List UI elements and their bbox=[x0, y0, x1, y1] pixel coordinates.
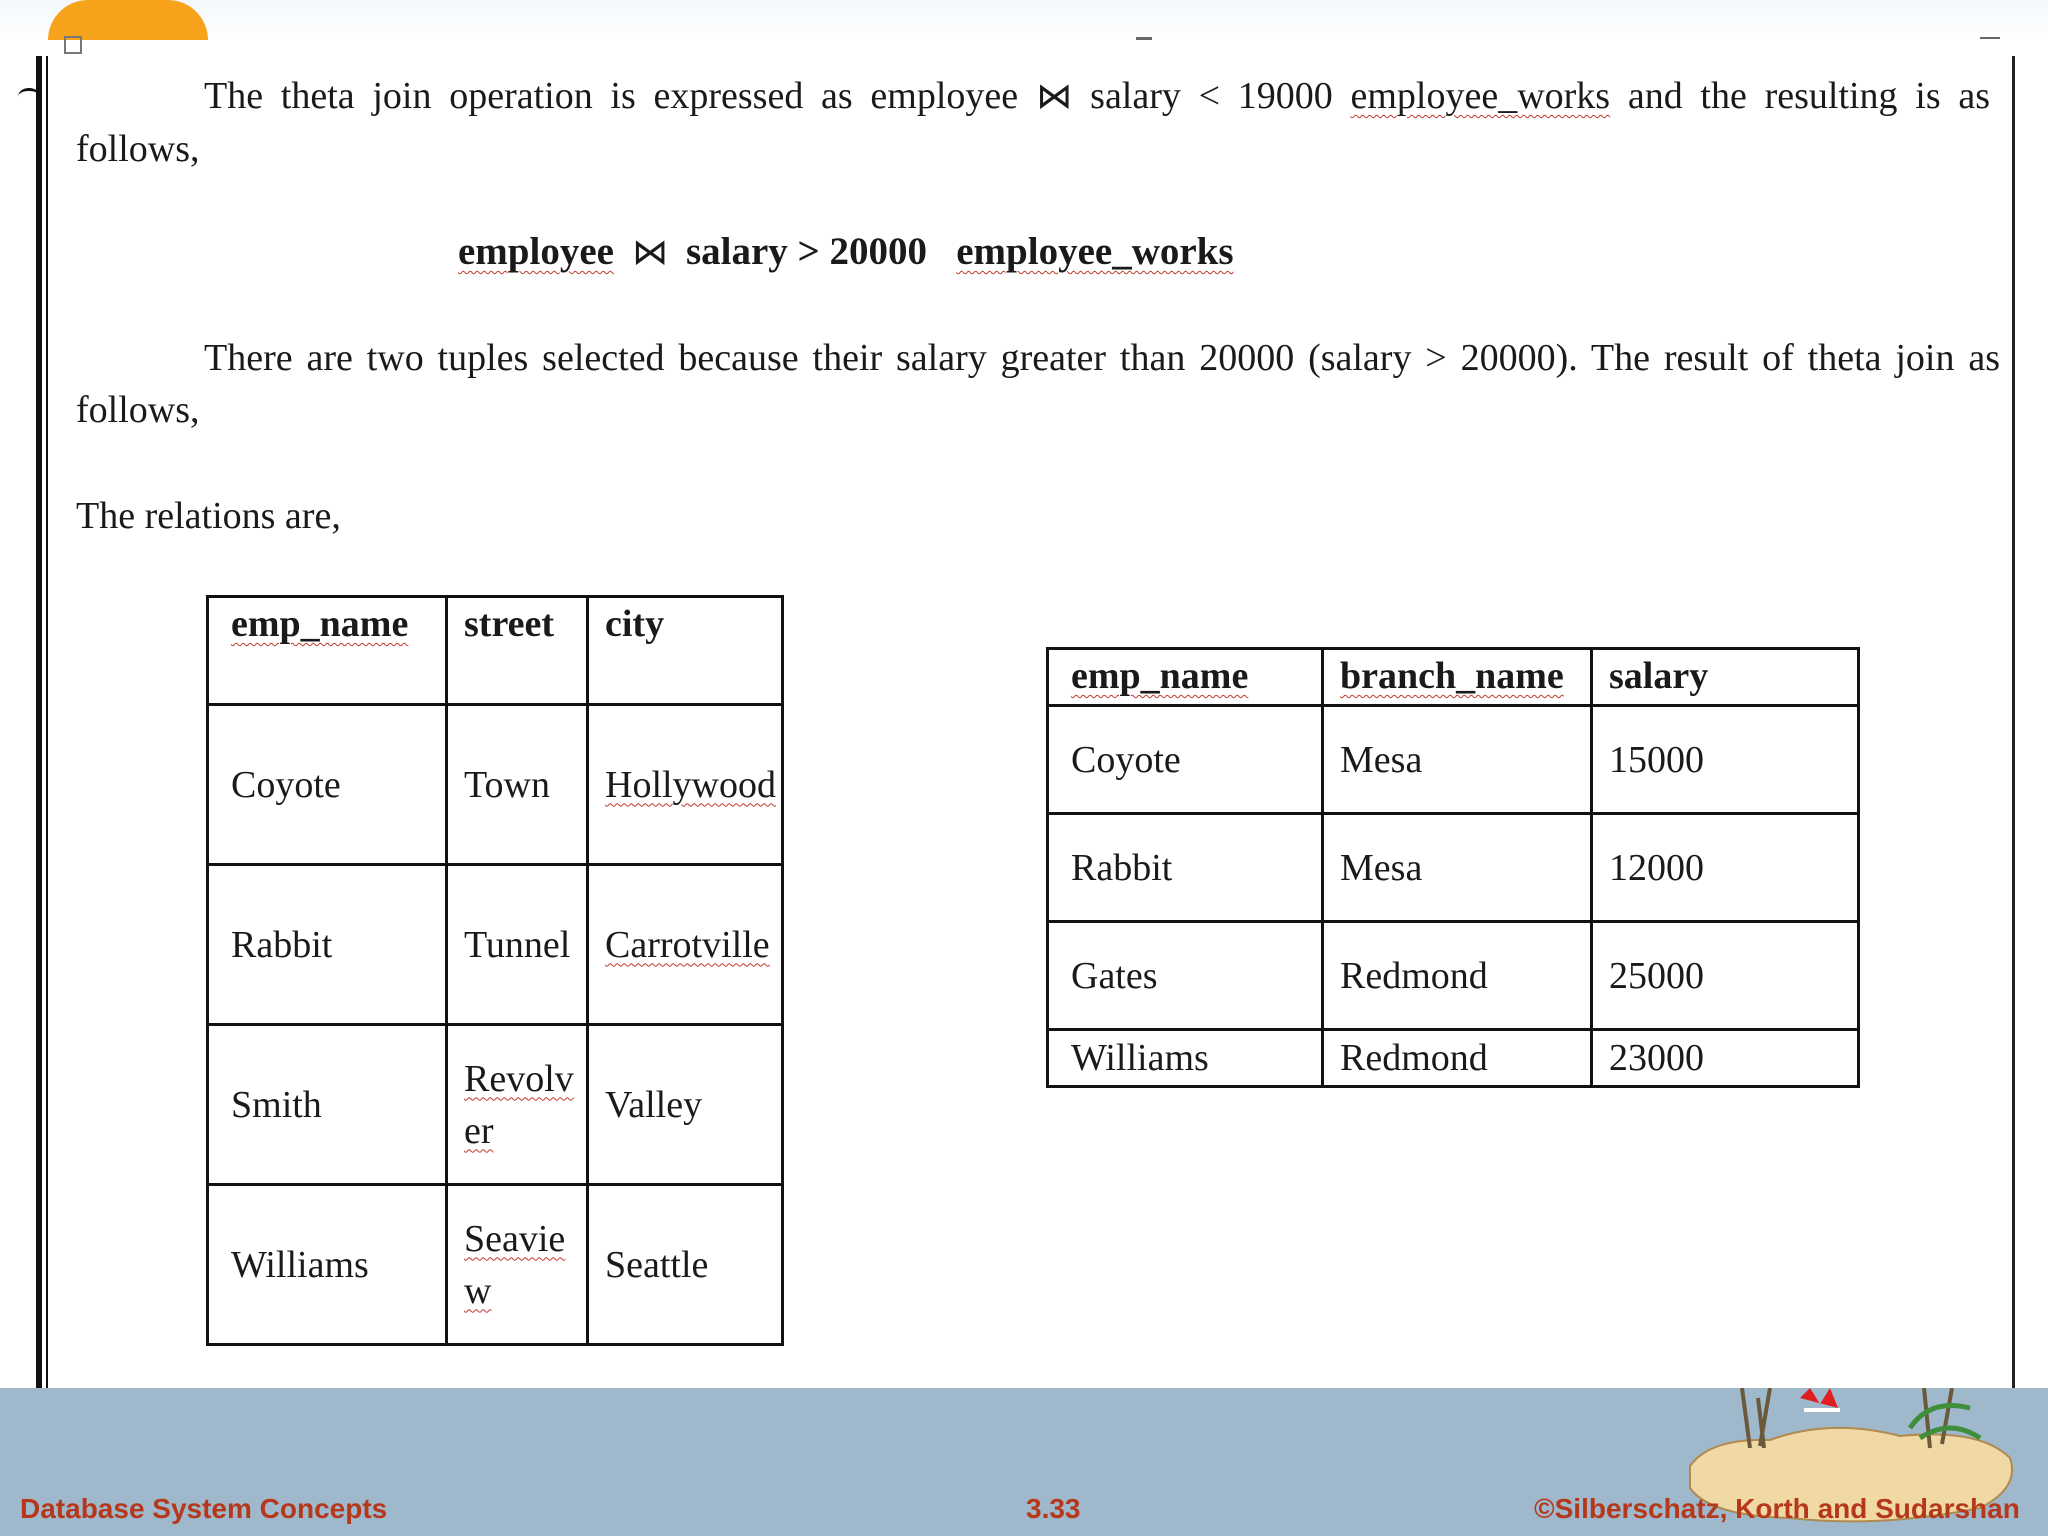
footer-slide-number: 3.33 bbox=[1026, 1493, 1081, 1524]
table-cell: Tunnel bbox=[447, 865, 588, 1025]
table-cell bbox=[588, 865, 783, 1025]
table-row bbox=[208, 1025, 783, 1185]
header-city: city bbox=[588, 597, 783, 705]
footer-copyright: ©Silberschatz, Korth and Sudarshan bbox=[1534, 1493, 2020, 1524]
table-cell: Coyote bbox=[208, 705, 447, 865]
table-cell bbox=[447, 1185, 588, 1345]
footer-course-title: Database System Concepts bbox=[20, 1493, 388, 1524]
table-row bbox=[1048, 922, 1859, 1030]
table-cell: Smith bbox=[208, 1025, 447, 1185]
header-label: emp_name bbox=[1071, 655, 1249, 697]
table-cell: Mesa bbox=[1323, 814, 1592, 922]
table-cell: Mesa bbox=[1323, 706, 1592, 814]
page-border-left bbox=[36, 56, 42, 1388]
header-label: emp_name bbox=[231, 603, 409, 645]
employee-works-table bbox=[1046, 647, 1860, 1088]
table-row bbox=[208, 865, 783, 1025]
table-cell: Coyote bbox=[1048, 706, 1323, 814]
table-cell: Rabbit bbox=[1048, 814, 1323, 922]
table-handle-icon bbox=[64, 36, 82, 54]
table-row bbox=[1048, 1030, 1859, 1087]
employee-table bbox=[206, 595, 784, 1346]
table-cell: Gates bbox=[1048, 922, 1323, 1030]
bowtie-symbol: ⋈ bbox=[631, 232, 668, 273]
table-cell: 12000 bbox=[1592, 814, 1859, 922]
table-cell: Williams bbox=[208, 1185, 447, 1345]
paragraph-two-tuples: There are two tuples selected because their salary greater than 20000 (salary > 20000). The result of theta join as follows, bbox=[76, 337, 2000, 431]
table-cell: Valley bbox=[588, 1025, 783, 1185]
p1-text-before: The theta join operation is expressed as employee bbox=[204, 75, 1019, 117]
header-salary: salary bbox=[1592, 649, 1859, 706]
table-cell: Williams bbox=[1048, 1030, 1323, 1087]
p1-condition: salary < 19000 bbox=[1090, 75, 1333, 117]
bowtie-symbol: ⋈ bbox=[1036, 76, 1073, 117]
corner-mark bbox=[1980, 37, 2000, 39]
table-header-row bbox=[208, 597, 783, 705]
header-emp-name bbox=[208, 597, 447, 705]
p1-text-end: and the resulting is as follows, bbox=[76, 75, 1991, 170]
header-label: branch_name bbox=[1340, 655, 1564, 697]
paragraph-theta-join-definition bbox=[76, 70, 1990, 175]
header-street: street bbox=[447, 597, 588, 705]
theta-join-expression bbox=[458, 226, 1358, 279]
page-border-left-inner bbox=[46, 56, 48, 1388]
table-row bbox=[208, 705, 783, 865]
header-branch-name bbox=[1323, 649, 1592, 706]
table-row bbox=[1048, 706, 1859, 814]
table-cell: Town bbox=[447, 705, 588, 865]
table-cell: Seattle bbox=[588, 1185, 783, 1345]
table-cell bbox=[588, 705, 783, 865]
p1-relation: employee_works bbox=[1350, 75, 1611, 117]
cell-text: Hollywood bbox=[605, 763, 776, 806]
table-cell: Redmond bbox=[1323, 1030, 1592, 1087]
table-cell: 15000 bbox=[1592, 706, 1859, 814]
cell-text: Revolver bbox=[464, 1057, 574, 1152]
table-cell: Redmond bbox=[1323, 922, 1592, 1030]
table-cell: 25000 bbox=[1592, 922, 1859, 1030]
cell-text: Seaview bbox=[464, 1217, 566, 1312]
expr-right-relation: employee_works bbox=[956, 230, 1234, 273]
expr-left-relation: employee bbox=[458, 230, 614, 273]
sun-decoration bbox=[0, 0, 240, 40]
table-cell: Rabbit bbox=[208, 865, 447, 1025]
expr-condition: salary > 20000 bbox=[685, 230, 927, 273]
table-row bbox=[1048, 814, 1859, 922]
table-header-row bbox=[1048, 649, 1859, 706]
paragraph-relations-are: The relations are, bbox=[76, 495, 341, 537]
header-emp-name bbox=[1048, 649, 1323, 706]
table-cell bbox=[447, 1025, 588, 1185]
page-border-right bbox=[2012, 56, 2015, 1388]
cell-text: Carrotville bbox=[605, 923, 770, 966]
table-row bbox=[208, 1185, 783, 1345]
minimize-mark bbox=[1136, 37, 1152, 40]
table-cell: 23000 bbox=[1592, 1030, 1859, 1087]
